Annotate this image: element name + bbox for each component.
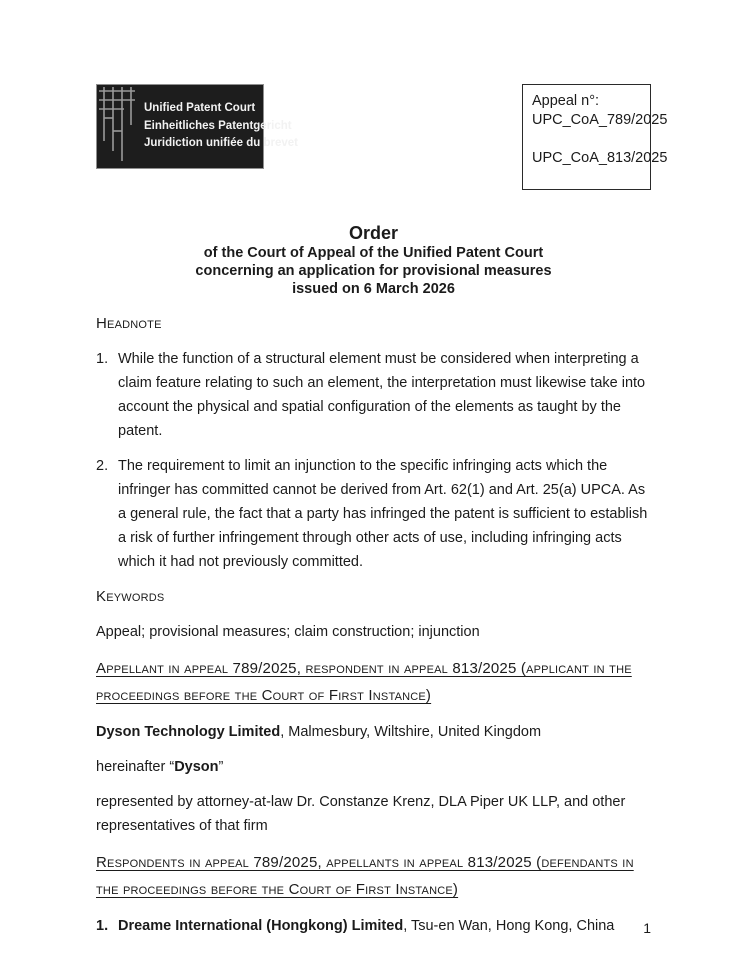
- hereinafter-name: Dyson: [174, 759, 219, 775]
- headnote-label: Headnote: [96, 315, 162, 332]
- order-subtitle-line-2: concerning an application for provisional measures: [195, 263, 552, 279]
- logo-line-german: Einheitliches Patentgericht: [144, 119, 292, 132]
- headnote-item-1: [96, 347, 651, 443]
- order-title: Order: [348, 223, 399, 243]
- keywords-label: Keywords: [96, 588, 165, 605]
- title-block: [96, 222, 651, 298]
- hereinafter-prefix: hereinafter “: [96, 759, 175, 775]
- appellant-heading: [96, 655, 651, 709]
- respondent-item-1-text: [118, 914, 614, 938]
- document-content: [96, 0, 668, 949]
- appellant-party-name: Dyson Technology Limited: [96, 724, 281, 740]
- appeal-case-number-1: UPC_CoA_789/2025: [532, 112, 668, 128]
- headnote-item-2-text: The requirement to limit an injunction to the specific infringing acts which the infringer has committed cannot be derived from Art. 62(1) and Art. 25(a) UPCA. As a general rule, the fact that a party has infringed the patent is sufficient to establish a risk of further infringement through other acts of use, including infringing acts which it had not previously committed.: [118, 458, 648, 570]
- headnote-item-1-number: 1.: [96, 351, 109, 367]
- page-number: 1: [643, 920, 651, 936]
- keywords-text: Appeal; provisional measures; claim construction; injunction: [96, 624, 480, 640]
- document-header: [96, 0, 668, 190]
- appeal-case-number-2: UPC_CoA_813/2025: [532, 150, 668, 166]
- respondent-item-1: [96, 914, 651, 938]
- respondents-heading-text: Respondents in appeal 789/2025, appellants in appeal 813/2025 (defendants in the proceedings before the Court of First Instance): [96, 854, 634, 898]
- order-subtitle-line-3: issued on 6 March 2026: [292, 281, 455, 297]
- hereinafter-line: [96, 755, 651, 779]
- headnote-item-2-number: 2.: [96, 458, 109, 474]
- headnote-item-1-text: While the function of a structural element must be considered when interpreting a claim feature relating to such an element, the interpretation must likewise take into account the physical and spatial configuration of the elements as taught by the patent.: [118, 351, 646, 439]
- headnote-item-2: [96, 454, 651, 574]
- representation-line: represented by attorney-at-law Dr. Constanze Krenz, DLA Piper UK LLP, and other representatives of that firm: [96, 794, 626, 834]
- upc-logo: [96, 84, 298, 169]
- appeal-number-label: Appeal n°:: [532, 93, 600, 109]
- appellant-party-address: , Malmesbury, Wiltshire, United Kingdom: [280, 724, 542, 740]
- appellant-heading-text: Appellant in appeal 789/2025, respondent in appeal 813/2025 (applicant in the proceedings before the Court of First Instance): [96, 660, 632, 704]
- appeal-number-box: [522, 84, 668, 190]
- appellant-party-line: [96, 720, 651, 744]
- logo-line-french: Juridiction unifiée du brevet: [144, 137, 298, 150]
- respondents-heading: [96, 849, 651, 903]
- hereinafter-suffix: ”: [218, 759, 224, 775]
- respondent-item-1-address: , Tsu-en Wan, Hong Kong, China: [403, 918, 615, 934]
- respondent-item-1-number: 1.: [96, 918, 109, 934]
- order-subtitle-line-1: of the Court of Appeal of the Unified Patent Court: [203, 245, 544, 261]
- respondent-item-1-name: Dreame International (Hongkong) Limited: [118, 918, 404, 934]
- appeal-box-spacer: [532, 130, 641, 149]
- logo-line-english: Unified Patent Court: [144, 102, 256, 115]
- upc-logo-text: [144, 100, 298, 153]
- upc-logo-grid-icon: [99, 87, 137, 167]
